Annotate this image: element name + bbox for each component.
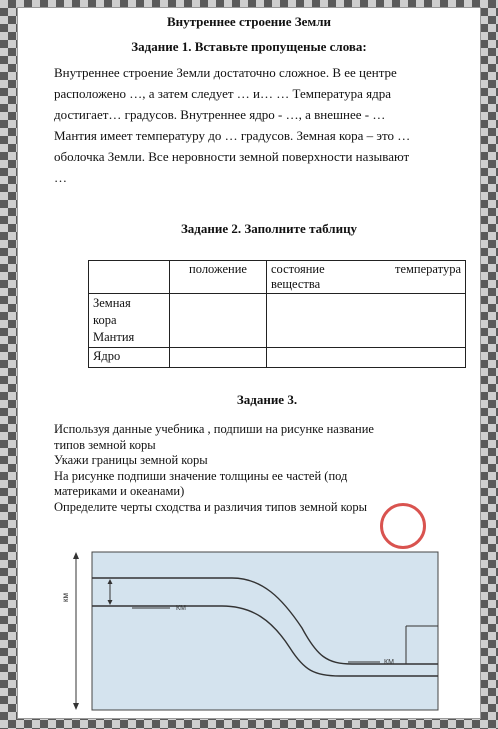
km-left-label: КМ	[176, 605, 186, 612]
task3-line: На рисунке подпиши значение толщины ее частей (под	[54, 468, 348, 483]
table-cell	[267, 348, 466, 368]
row-label-mantle: Мантия	[93, 330, 135, 344]
task3-line: материками и океанами)	[54, 484, 185, 498]
row-label-core: Ядро	[89, 348, 170, 368]
table-header-row	[89, 261, 466, 294]
km-vertical-label: км	[61, 593, 70, 602]
row-label-crust-2: кора	[93, 313, 117, 327]
table-row-label	[89, 294, 170, 348]
row-label-crust-1: Земная	[93, 296, 131, 310]
table-header-temperature: температура	[395, 262, 461, 276]
crust-profile-figure	[62, 548, 442, 714]
task1-heading: Задание 1. Вставьте пропущеные слова:	[131, 39, 367, 54]
annotation-circle	[380, 503, 426, 549]
task3-line: Используя данные учебника , подпиши на рисунке название	[54, 422, 374, 436]
task1-line: Мантия имеет температуру до … градусов. Земная кора – это …	[54, 128, 411, 143]
task1-line: достигает… градусов. Внутреннее ядро - …, а внешнее - …	[54, 107, 386, 122]
table-cell	[267, 294, 466, 348]
layers-table	[88, 260, 466, 368]
table-header-position: положение	[170, 261, 267, 294]
task1-text	[54, 62, 454, 188]
figure-background	[92, 552, 438, 710]
table-cell	[170, 348, 267, 368]
task2-heading: Задание 2. Заполните таблицу	[180, 221, 358, 236]
table-cell	[89, 261, 170, 294]
table-header-state-temp	[267, 261, 466, 294]
worksheet-page	[18, 8, 480, 718]
table-row	[89, 348, 466, 368]
table-header-state: состояние	[271, 262, 325, 276]
table-cell	[170, 294, 267, 348]
task1-line: оболочка Земли. Все неровности земной поверхности называют	[54, 149, 410, 164]
task1-line: Внутреннее строение Земли достаточно сложное. В ее центре	[54, 65, 397, 80]
page-title: Внутреннее строение Земли	[166, 14, 332, 29]
task3-heading: Задание 3.	[236, 392, 298, 407]
task1-line: расположено …, а затем следует … и… … Температура ядра	[54, 86, 391, 101]
task3-line: Определите черты сходства и различия типов земной коры	[54, 499, 367, 514]
task3-line: типов земной коры	[54, 437, 156, 452]
table-header-state-line2: вещества	[271, 277, 321, 291]
table-row	[89, 294, 466, 348]
task1-line: …	[54, 170, 67, 185]
km-right-label: КМ	[384, 659, 394, 666]
task3-line: Укажи границы земной коры	[54, 453, 208, 467]
task3-text	[54, 422, 454, 515]
